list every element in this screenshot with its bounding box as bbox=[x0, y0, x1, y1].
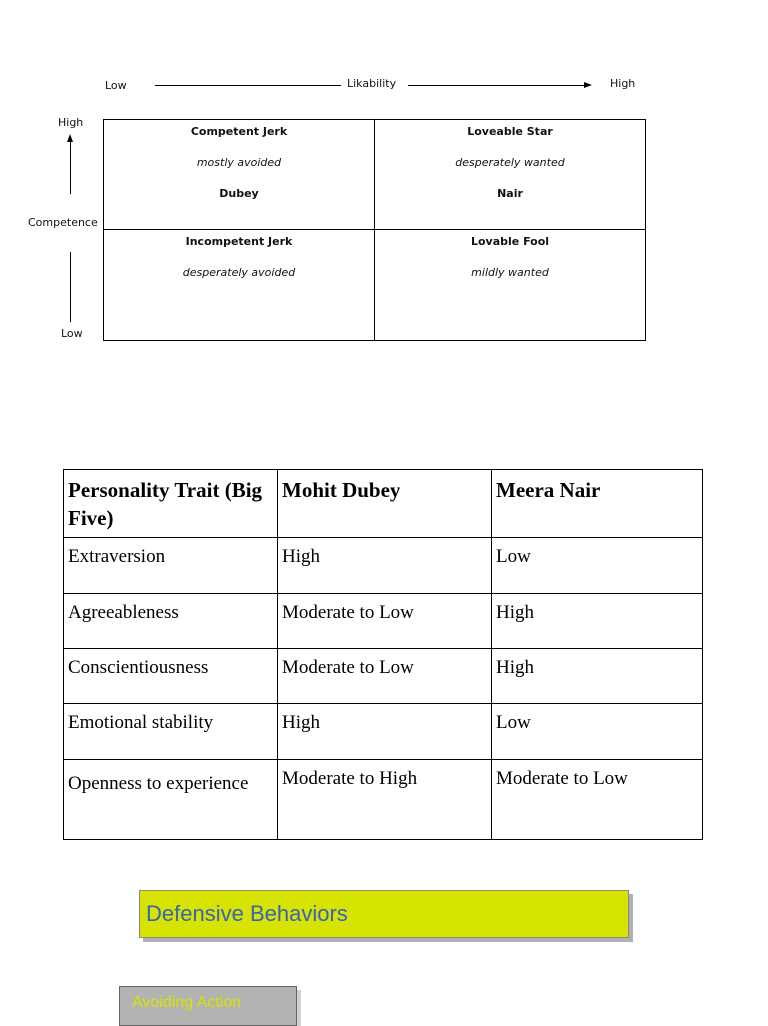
quadrant-title: Loveable Star bbox=[467, 125, 553, 138]
personality-traits-table bbox=[63, 469, 703, 840]
quadrant-lovable-fool bbox=[375, 230, 645, 340]
table-row bbox=[64, 648, 703, 703]
table-cell: High bbox=[278, 537, 492, 593]
table-cell: Low bbox=[492, 703, 703, 759]
quadrant-status: mildly wanted bbox=[471, 266, 549, 279]
quadrant-title: Competent Jerk bbox=[190, 125, 288, 138]
table-cell: Conscientiousness bbox=[64, 648, 278, 703]
x-axis-line-right bbox=[408, 85, 586, 86]
column-header: Meera Nair bbox=[492, 470, 703, 538]
table-cell: Openness to experience bbox=[64, 759, 278, 839]
y-axis-line-bottom bbox=[70, 252, 71, 322]
table-cell: High bbox=[492, 648, 703, 703]
column-header: Personality Trait (Big Five) bbox=[64, 470, 278, 538]
quadrant-status: mostly avoided bbox=[196, 156, 282, 169]
likability-competence-matrix bbox=[103, 119, 646, 341]
table-cell: Moderate to Low bbox=[278, 593, 492, 648]
quadrant-title: Lovable Fool bbox=[470, 235, 550, 248]
table-cell: Moderate to Low bbox=[492, 759, 703, 839]
quadrant-status: desperately wanted bbox=[455, 156, 565, 169]
table-cell: Emotional stability bbox=[64, 703, 278, 759]
table-cell: High bbox=[492, 593, 703, 648]
x-axis-title: Likability bbox=[347, 77, 397, 90]
arrow-right-icon bbox=[584, 82, 592, 88]
table-cell: Moderate to High bbox=[278, 759, 492, 839]
quadrant-incompetent-jerk bbox=[104, 230, 375, 340]
table-header-row bbox=[64, 470, 703, 538]
quadrant-status: desperately avoided bbox=[182, 266, 296, 279]
quadrant-title: Incompetent Jerk bbox=[185, 235, 293, 248]
quadrant-loveable-star bbox=[375, 120, 645, 230]
defensive-behaviors-heading: Defensive Behaviors bbox=[139, 890, 629, 938]
table-row bbox=[64, 593, 703, 648]
table-row bbox=[64, 537, 703, 593]
x-axis-high-label: High bbox=[610, 77, 636, 90]
table-row bbox=[64, 759, 703, 839]
avoiding-action-box: Avoiding Action bbox=[119, 986, 297, 1026]
x-axis-low-label: Low bbox=[105, 79, 127, 92]
table-cell: High bbox=[278, 703, 492, 759]
y-axis-title: Competence bbox=[28, 216, 98, 229]
y-axis-high-label: High bbox=[58, 116, 84, 129]
table-cell: Extraversion bbox=[64, 537, 278, 593]
quadrant-person: Dubey bbox=[219, 187, 259, 200]
table-cell: Agreeableness bbox=[64, 593, 278, 648]
table-cell: Low bbox=[492, 537, 703, 593]
x-axis-line-left bbox=[155, 85, 341, 86]
table-cell: Moderate to Low bbox=[278, 648, 492, 703]
column-header: Mohit Dubey bbox=[278, 470, 492, 538]
table-row bbox=[64, 703, 703, 759]
y-axis-line-top bbox=[70, 141, 71, 194]
y-axis-low-label: Low bbox=[61, 327, 83, 340]
quadrant-competent-jerk bbox=[104, 120, 375, 230]
quadrant-person: Nair bbox=[497, 187, 523, 200]
